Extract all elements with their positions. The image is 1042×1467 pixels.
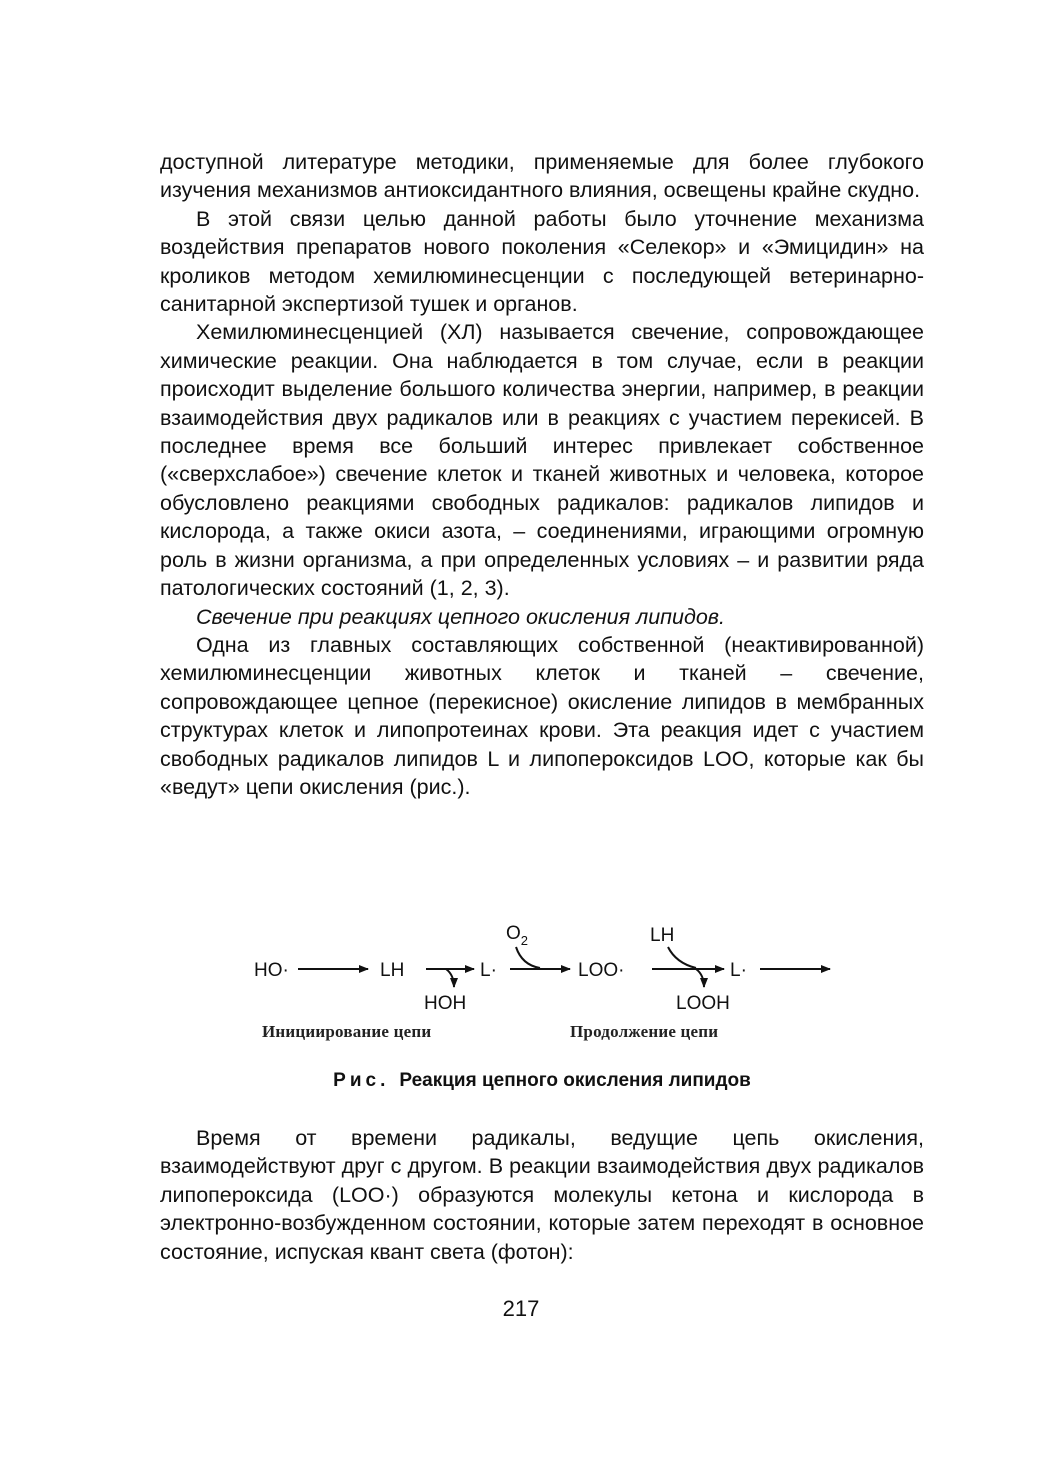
section-heading: Свечение при реакциях цепного окисления липидов. bbox=[196, 604, 726, 629]
caption-lead: Рис. bbox=[333, 1070, 390, 1091]
paragraph-4: Одна из главных составляющих собственной (неактивированной) хемилюминесценции животных клеток и тканей – свечение, сопровождающее цепное (перекисное) окисление липидов в мембранных структурах клеток и липопротеинах крови. Эта реакция идет с участием свободных радикалов липидов L и липопероксидов LOO, которые как бы «ведут» цепи окисления (рис.). bbox=[160, 632, 924, 799]
paragraph-3: Хемилюминесценцией (ХЛ) называется свечение, сопровождающее химические реакции. Она наблюдается в том случае, если в реакции происходит выделение большого количества энергии, например, в реакции взаимодействия двух радикалов или в реакциях с участием перекисей. В последнее время все больший интерес привлекает собственное («сверхслабое») свечение клеток и тканей животных и человека, которое обусловлено реакциями свободных радикалов: радикалов липидов и кислорода, а также окиси азота, – соединениями, играющими огромную роль в жизни организма, а при определенных условиях – и развитии ряда патологических состояний (1, 2, 3). bbox=[160, 320, 924, 601]
caption-title: Реакция цепного окисления липидов bbox=[399, 1070, 751, 1091]
lh-species-2: LH bbox=[650, 925, 675, 946]
top-text-block bbox=[160, 148, 924, 801]
paragraph-2: В этой связи целью данной работы было уточнение механизма воздействия препаратов нового поколения «Селекор» и «Эмицидин» на кроликов методом хемилюминесценции с последующей ветеринарно-санитарной экспертизой тушек и органов. bbox=[160, 206, 924, 317]
paragraph-5: Время от времени радикалы, ведущие цепь окисления, взаимодействуют друг с другом. В реакции взаимодействия двух радикалов липопероксида (LOO·) образуются молекулы кетона и кислорода в электронно-возбужденном состоянии, которые затем переходят в основное состояние, испуская квант света (фотон): bbox=[160, 1126, 924, 1264]
paragraph-1: доступной литературе методики, применяемые для более глубокого изучения механизмов антиоксидантного влияния, освещены крайне скудно. bbox=[160, 150, 924, 203]
loo-radical: LOO· bbox=[578, 960, 625, 981]
l-radical-2: L· bbox=[730, 960, 747, 981]
lh-species-1: LH bbox=[380, 960, 405, 981]
arrow-to-looh bbox=[696, 969, 704, 987]
arrow-o2-join bbox=[516, 947, 540, 968]
page-number: 217 bbox=[502, 1296, 540, 1321]
looh-product: LOOH bbox=[676, 993, 730, 1014]
l-radical-1: L· bbox=[480, 960, 497, 981]
reaction-diagram bbox=[240, 905, 860, 1055]
figure-caption bbox=[160, 1070, 924, 1092]
arrow-lh-join bbox=[668, 947, 696, 968]
hoh-product: HOH bbox=[424, 993, 467, 1014]
ho-radical: HO· bbox=[254, 960, 289, 981]
initiation-label: Инициирование цепи bbox=[262, 1022, 432, 1041]
continuation-label: Продолжение цепи bbox=[570, 1022, 719, 1041]
oxygen-label: $O_2$ bbox=[506, 923, 529, 948]
bottom-text-block bbox=[160, 1124, 924, 1266]
arrow-to-hoh bbox=[446, 969, 454, 987]
